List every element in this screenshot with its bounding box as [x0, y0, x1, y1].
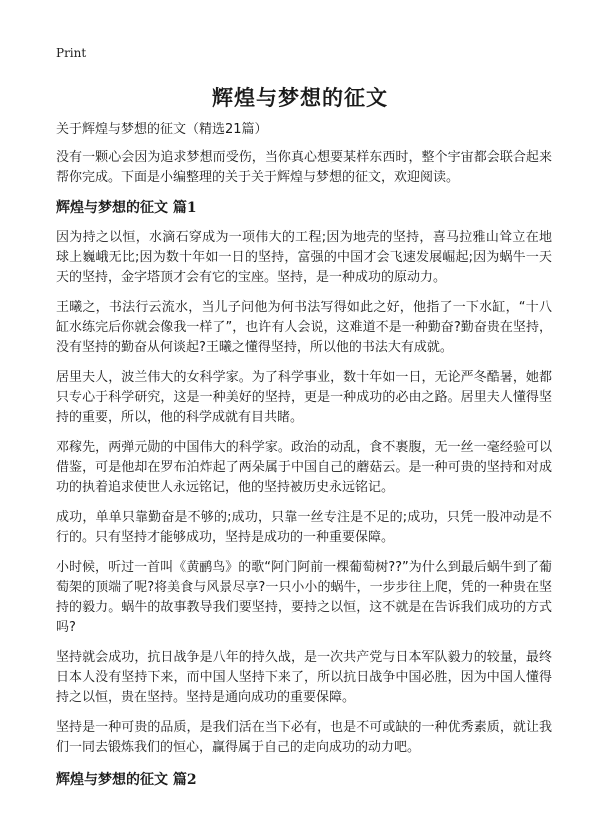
print-link[interactable]: Print: [56, 46, 87, 60]
page-title: 辉煌与梦想的征文: [212, 86, 388, 110]
section-heading-1: 辉煌与梦想的征文 篇1: [56, 200, 197, 216]
section1-paragraph: 居里夫人，波兰伟大的女科学家。为了科学事业，数十年如一日，无论严冬酷暑，她都只专心于科学研究，这是一种美好的坚持，更是一种成功的必由之路。居里夫人懂得坚持的重要，所以，他的科学成就有目共睹。: [56, 370, 552, 425]
section1-paragraph: 邓稼先，两弹元勋的中国伟大的科学家。政治的动乱，食不裹腹，无一丝一毫经验可以借鉴，可是他却在罗布泊炸起了两朵属于中国自己的蘑菇云。是一种可贵的坚持和对成功的执着追求使世人永远铭记，他的坚持被历史永远铭记。: [56, 440, 552, 495]
section1-paragraph: 王曦之，书法行云流水，当儿子问他为何书法写得如此之好，他指了一下水缸，“十八缸水练完后你就会像我一样了”，也许有人会说，这难道不是一种勤奋?勤奋贵在坚持，没有坚持的勤奋从何谈起?王曦之懂得坚持，所以他的书法大有成就。: [56, 300, 552, 355]
section1-paragraph: 成功，单单只靠勤奋是不够的;成功，只靠一丝专注是不足的;成功，只凭一股冲动是不行的。只有坚持才能够成功，坚持是成功的一种重要保障。: [56, 510, 552, 545]
section1-paragraph: 坚持就会成功，抗日战争是八年的持久战，是一次共产党与日本军队毅力的较量，最终日本人没有坚持下来，而中国人坚持下来了，所以抗日战争中国必胜，因为中国人懂得持之以恒，贵在坚持。坚持是通向成功的重要保障。: [56, 650, 552, 705]
section1-paragraph: 小时候，听过一首叫《黄鹂鸟》的歌“阿门阿前一棵葡萄树??”为什么到最后蜗牛到了葡萄架的顶端了呢?将美食与风景尽享?一只小小的蜗牛，一步步往上爬，凭的一种贵在坚持的毅力。蜗牛的故事教导我们要坚持，要持之以恒，这不就是在告诉我们成功的方式吗?: [56, 560, 552, 635]
section1-paragraph: 因为持之以恒，水滴石穿成为一项伟大的工程;因为地壳的坚持，喜马拉雅山耸立在地球上巍峨无比;因为数十年如一日的坚持，富强的中国才会飞速发展崛起;因为蜗牛一天天的坚持，金字塔顶才会有它的宝座。坚持，是一种成功的原动力。: [56, 230, 552, 285]
article-body: [56, 120, 552, 800]
article-subtitle: 关于辉煌与梦想的征文（精选21篇）: [56, 122, 268, 137]
intro-paragraph: 没有一颗心会因为追求梦想而受伤，当你真心想要某样东西时，整个宇宙都会联合起来帮你完成。下面是小编整理的关于关于辉煌与梦想的征文，欢迎阅读。: [56, 150, 552, 185]
section-heading-2: 辉煌与梦想的征文 篇2: [56, 772, 197, 788]
section1-paragraph: 坚持是一种可贵的品质，是我们活在当下必有，也是不可或缺的一种优秀素质，就让我们一同去锻炼我们的恒心，赢得属于自己的走向成功的动力吧。: [56, 720, 552, 755]
